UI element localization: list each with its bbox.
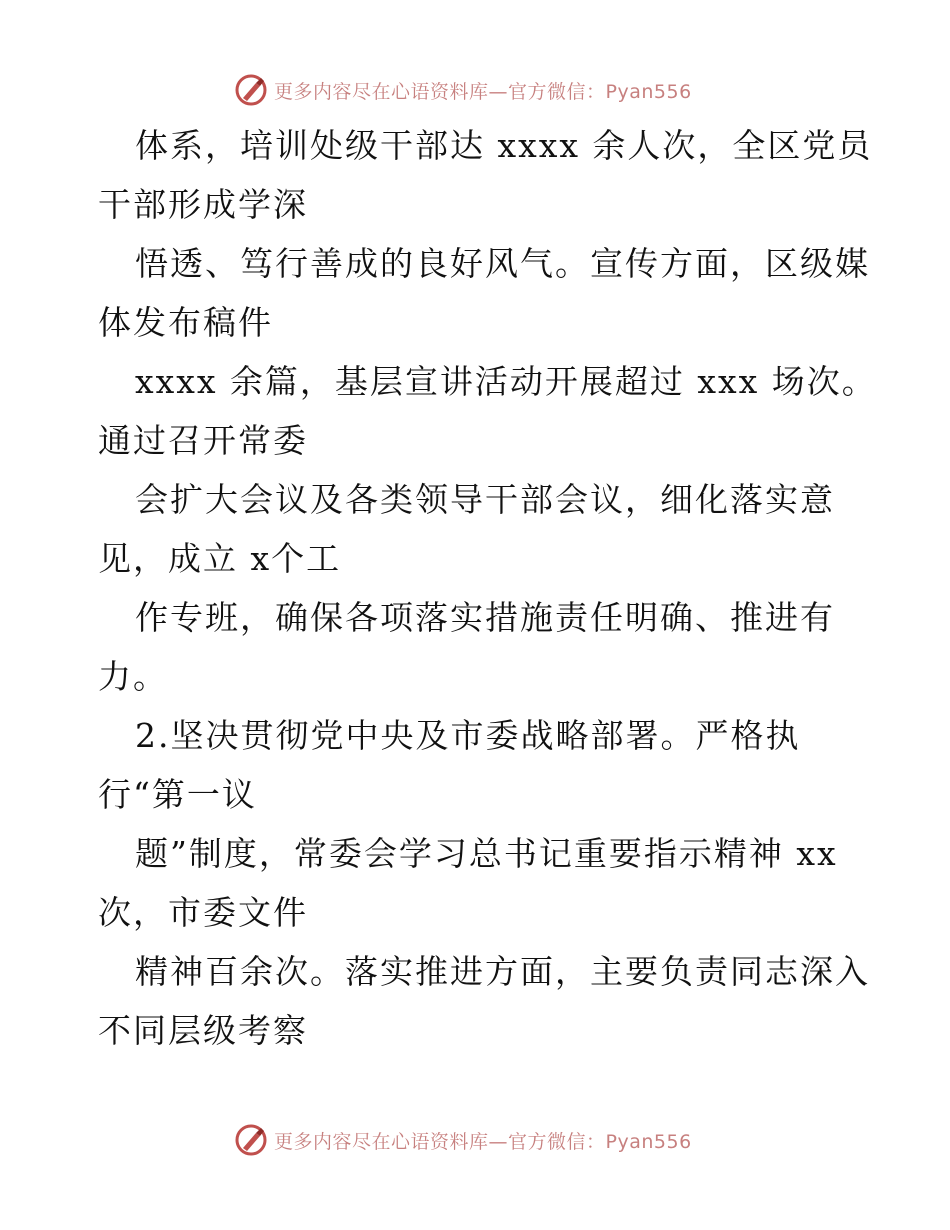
header-banner: [234, 72, 692, 108]
footer-banner-text: 更多内容尽在心语资料库—官方微信：Pyan556: [274, 1130, 692, 1153]
body-line: 悟透、笃行善成的良好风气。宣传方面，区级媒: [135, 244, 870, 283]
body-line: 体发布稿件: [98, 303, 273, 342]
body-line: 精神百余次。落实推进方面，主要负责同志深入: [135, 952, 870, 991]
body-line: 会扩大会议及各类领导干部会议，细化落实意: [135, 480, 835, 519]
body-line: 干部形成学深: [98, 185, 308, 224]
body-line: 通过召开常委: [98, 421, 308, 460]
body-line: 作专班，确保各项落实措施责任明确、推进有: [135, 598, 835, 637]
body-line: 力。: [98, 657, 168, 696]
body-line: 2.坚决贯彻党中央及市委战略部署。严格执: [135, 716, 801, 755]
header-banner-text: 更多内容尽在心语资料库—官方微信：Pyan556: [274, 80, 692, 103]
footer-banner: [234, 1122, 692, 1158]
body-line: 体系，培训处级干部达 xxxx 余人次，全区党员: [135, 126, 873, 165]
body-line: 行“第一议: [98, 775, 257, 814]
body-line: xxxx 余篇，基层宣讲活动开展超过 xxx 场次。: [135, 362, 877, 401]
body-line: 不同层级考察: [98, 1011, 308, 1050]
pen-logo-icon: [234, 1123, 268, 1157]
body-line: 见，成立 x个工: [98, 539, 342, 578]
body-line: 次，市委文件: [98, 893, 308, 932]
body-line: 题”制度，常委会学习总书记重要指示精神 xx: [135, 834, 838, 873]
pen-logo-icon: [234, 73, 268, 107]
